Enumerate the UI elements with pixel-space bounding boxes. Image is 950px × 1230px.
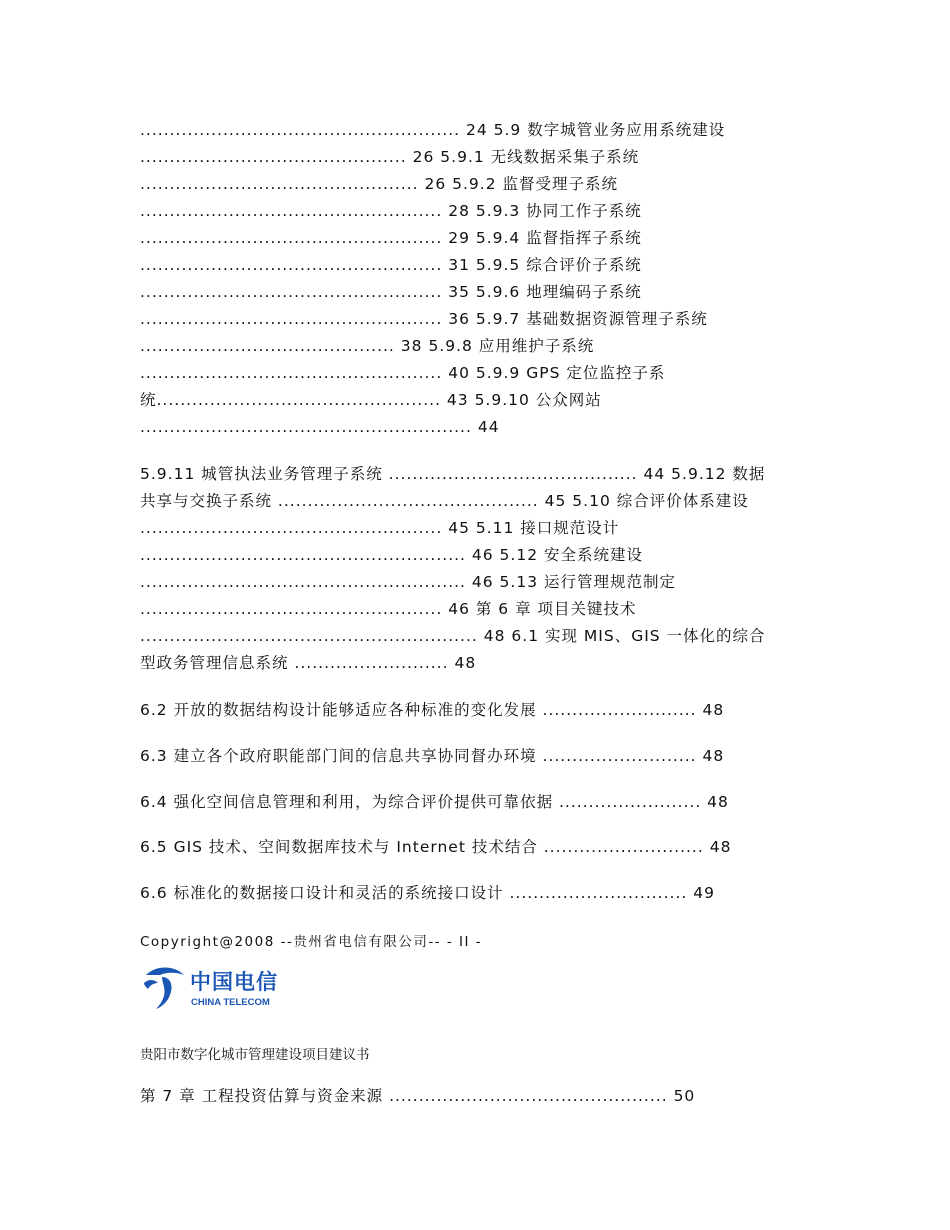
- document-title: 贵阳市数字化城市管理建设项目建议书: [140, 1047, 370, 1063]
- toc-line: 6.6 标准化的数据接口设计和灵活的系统接口设计 .............................. 49: [140, 884, 715, 902]
- toc-line: ................................................... 45 5.11 接口规范设计: [140, 519, 620, 537]
- toc-line: ......................................................... 48 6.1 实现 MIS、GIS 一体化的综合: [140, 627, 766, 645]
- toc-line: ................................................... 46 第 6 章 项目关键技术: [140, 600, 637, 618]
- logo-english-text: CHINA TELECOM: [191, 997, 270, 1008]
- toc-line: ....................................................... 46 5.12 安全系统建设: [140, 546, 644, 564]
- logo-chinese-text: 中国电信: [190, 970, 278, 994]
- toc-line: ........................................... 38 5.9.8 应用维护子系统: [140, 337, 595, 355]
- toc-line: ................................................... 35 5.9.6 地理编码子系统: [140, 283, 642, 301]
- toc-line: ...................................................... 24 5.9 数字城管业务应用系统建设: [140, 121, 726, 139]
- page-footer-copyright: Copyright@2008 --贵州省电信有限公司-- - II -: [140, 934, 483, 950]
- toc-line: ....................................................... 46 5.13 运行管理规范制定: [140, 573, 677, 591]
- toc-line: ............................................... 26 5.9.2 监督受理子系统: [140, 175, 619, 193]
- toc-line: ................................................... 28 5.9.3 协同工作子系统: [140, 202, 642, 220]
- telecom-swirl-icon: [144, 968, 184, 1010]
- toc-line: 6.5 GIS 技术、空间数据库技术与 Internet 技术结合 ........................... 48: [140, 838, 732, 856]
- toc-line: ................................................... 29 5.9.4 监督指挥子系统: [140, 229, 642, 247]
- toc-line: 统................................................ 43 5.9.10 公众网站: [140, 391, 602, 409]
- toc-line: ................................................... 31 5.9.5 综合评价子系统: [140, 256, 642, 274]
- toc-line: 6.4 强化空间信息管理和利用，为综合评价提供可靠依据 ........................ 48: [140, 793, 729, 811]
- toc-line: ........................................................ 44: [140, 418, 500, 436]
- toc-line: 共享与交换子系统 ............................................ 45 5.10 综合评价体系建设: [140, 492, 749, 510]
- toc-line: 第 7 章 工程投资估算与资金来源 ............................................... 50: [140, 1087, 696, 1105]
- toc-line: ................................................... 40 5.9.9 GPS 定位监控子系: [140, 364, 666, 382]
- china-telecom-logo: [140, 963, 300, 1013]
- toc-line: 5.9.11 城管执法业务管理子系统 .......................................... 44 5.9.12 数据: [140, 465, 766, 483]
- toc-line: 型政务管理信息系统 .......................... 48: [140, 654, 477, 672]
- toc-line: 6.2 开放的数据结构设计能够适应各种标准的变化发展 .......................... 48: [140, 701, 725, 719]
- toc-line: 6.3 建立各个政府职能部门间的信息共享协同督办环境 .......................... 48: [140, 747, 725, 765]
- toc-line: ................................................... 36 5.9.7 基础数据资源管理子系统: [140, 310, 708, 328]
- toc-line: ............................................. 26 5.9.1 无线数据采集子系统: [140, 148, 640, 166]
